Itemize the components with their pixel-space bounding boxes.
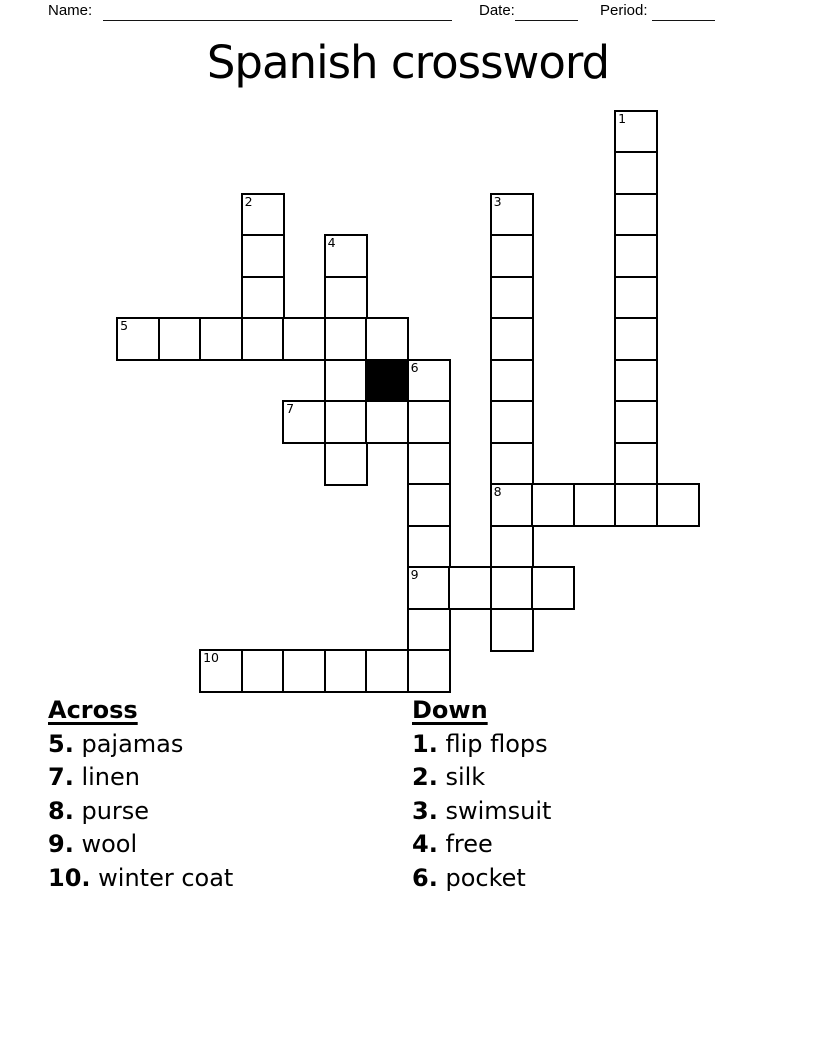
grid-cell[interactable] (199, 649, 243, 693)
grid-cell[interactable] (448, 566, 492, 610)
date-label: Date: (479, 2, 515, 19)
grid-cell[interactable] (614, 151, 658, 195)
grid-cell[interactable] (490, 566, 534, 610)
grid-cell[interactable] (241, 317, 285, 361)
grid-cell-number: 7 (286, 401, 295, 417)
grid-cell[interactable] (407, 442, 451, 486)
down-heading: Down (412, 696, 488, 724)
grid-cell[interactable] (490, 525, 534, 569)
period-input-line[interactable] (652, 6, 715, 21)
grid-cell[interactable] (490, 442, 534, 486)
clue-item-number: 10. (48, 863, 91, 892)
grid-cell[interactable] (282, 649, 326, 693)
grid-cell-black (365, 359, 409, 403)
clue-item-text: pajamas (73, 729, 184, 758)
grid-cell[interactable] (324, 317, 368, 361)
grid-cell[interactable] (365, 400, 409, 444)
grid-cell[interactable] (116, 317, 160, 361)
clue-item (412, 728, 551, 762)
clue-item (412, 761, 551, 795)
grid-cell[interactable] (407, 649, 451, 693)
grid-cell-number: 9 (410, 567, 419, 583)
clue-item-number: 1. (412, 729, 438, 758)
grid-cell[interactable] (656, 483, 700, 527)
grid-cell[interactable] (407, 525, 451, 569)
grid-cell[interactable] (490, 276, 534, 320)
grid-cell[interactable] (490, 608, 534, 652)
clue-item-number: 7. (48, 763, 74, 792)
grid-cell[interactable] (407, 608, 451, 652)
grid-cell[interactable] (490, 317, 534, 361)
date-input-line[interactable] (515, 6, 578, 21)
grid-cell-number: 4 (327, 235, 336, 251)
grid-cell[interactable] (324, 400, 368, 444)
clue-item-number: 8. (48, 796, 74, 825)
grid-cell[interactable] (490, 483, 534, 527)
grid-cell-number: 3 (493, 193, 502, 209)
grid-cell[interactable] (614, 400, 658, 444)
clue-item-number: 5. (48, 729, 74, 758)
period-label: Period: (600, 2, 648, 19)
clue-item-text: winter coat (90, 863, 234, 892)
grid-cell[interactable] (241, 193, 285, 237)
grid-cell[interactable] (490, 234, 534, 278)
grid-cell[interactable] (614, 359, 658, 403)
grid-cell[interactable] (365, 649, 409, 693)
grid-cell[interactable] (324, 276, 368, 320)
grid-cell[interactable] (614, 483, 658, 527)
grid-cell[interactable] (241, 649, 285, 693)
grid-cell[interactable] (614, 193, 658, 237)
clue-item (412, 795, 551, 829)
down-clue-list (412, 694, 551, 896)
clue-item (48, 761, 233, 795)
clue-item-text: swimsuit (437, 796, 552, 825)
grid-cell[interactable] (614, 317, 658, 361)
name-input-line[interactable] (103, 6, 452, 21)
clue-item-text: silk (437, 763, 486, 792)
clue-item (48, 728, 233, 762)
grid-cell[interactable] (324, 442, 368, 486)
grid-cell-number: 1 (618, 110, 627, 126)
clue-item-number: 4. (412, 830, 438, 859)
grid-cell[interactable] (324, 359, 368, 403)
grid-cell-number: 2 (244, 193, 253, 209)
clue-item-number: 6. (412, 863, 438, 892)
grid-cell[interactable] (282, 400, 326, 444)
clue-item (48, 795, 233, 829)
name-label: Name: (48, 2, 93, 19)
clue-item-number: 9. (48, 830, 74, 859)
grid-cell-number: 10 (203, 650, 219, 666)
grid-cell[interactable] (407, 400, 451, 444)
grid-cell[interactable] (407, 566, 451, 610)
clue-item (412, 862, 551, 896)
clue-item (412, 828, 551, 862)
grid-cell[interactable] (199, 317, 243, 361)
grid-cell[interactable] (490, 400, 534, 444)
grid-cell[interactable] (365, 317, 409, 361)
grid-cell[interactable] (241, 234, 285, 278)
grid-cell-number: 6 (410, 359, 419, 375)
grid-cell[interactable] (324, 649, 368, 693)
grid-cell[interactable] (490, 193, 534, 237)
grid-cell-number: 5 (120, 318, 129, 334)
grid-cell-number: 8 (493, 484, 502, 500)
grid-cell[interactable] (573, 483, 617, 527)
clue-item (48, 828, 233, 862)
grid-cell[interactable] (614, 234, 658, 278)
clue-item-text: purse (73, 796, 150, 825)
clue-item-text: pocket (437, 863, 526, 892)
grid-cell[interactable] (490, 359, 534, 403)
grid-cell[interactable] (531, 483, 575, 527)
clue-item-text: wool (73, 830, 138, 859)
grid-cell[interactable] (531, 566, 575, 610)
grid-cell[interactable] (158, 317, 202, 361)
clue-item-number: 3. (412, 796, 438, 825)
grid-cell[interactable] (614, 276, 658, 320)
grid-cell[interactable] (282, 317, 326, 361)
across-clue-list (48, 694, 233, 896)
grid-cell[interactable] (614, 110, 658, 154)
clue-item-text: linen (73, 763, 140, 792)
across-heading: Across (48, 696, 138, 724)
clue-item (48, 862, 233, 896)
grid-cell[interactable] (407, 359, 451, 403)
page-title: Spanish crossword (206, 36, 610, 89)
grid-cell[interactable] (407, 483, 451, 527)
grid-cell[interactable] (614, 442, 658, 486)
clue-item-text: free (437, 830, 493, 859)
clue-item-text: flip flops (437, 729, 548, 758)
clue-item-number: 2. (412, 763, 438, 792)
grid-cell[interactable] (324, 234, 368, 278)
grid-cell[interactable] (241, 276, 285, 320)
